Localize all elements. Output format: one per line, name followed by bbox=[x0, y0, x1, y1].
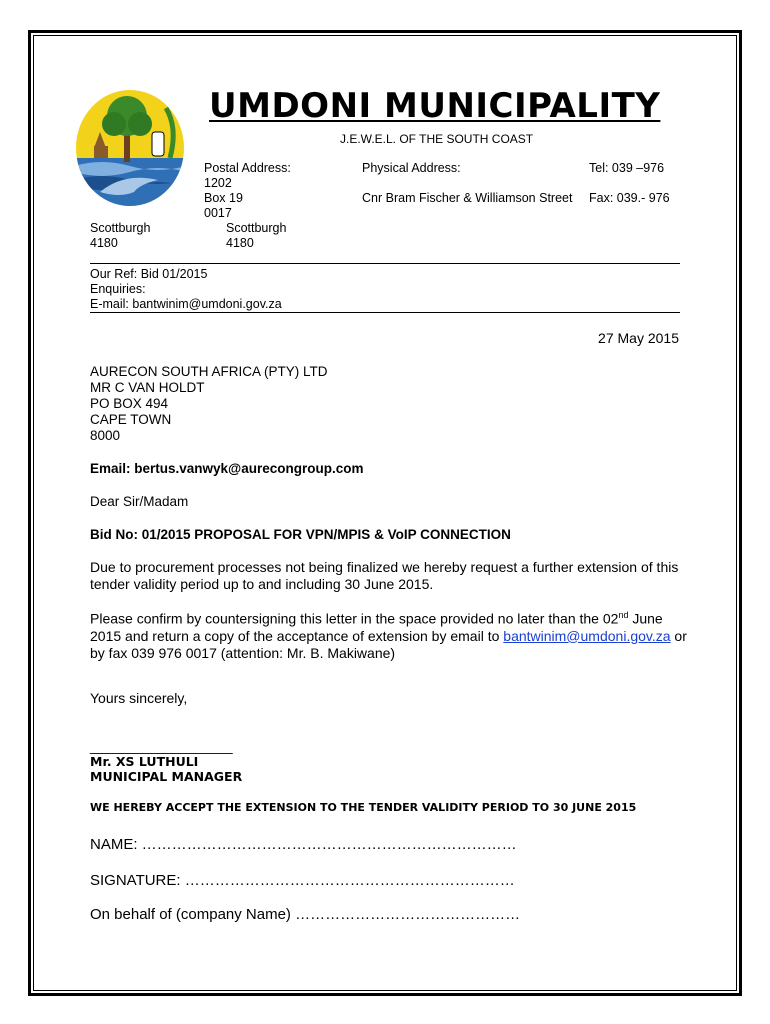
paragraph-confirmation-part1: Please confirm by countersigning this letter in the space provided no later than the 02 bbox=[90, 610, 619, 627]
postal-address-label: Postal Address: bbox=[204, 161, 291, 175]
closing: Yours sincerely, bbox=[90, 690, 188, 706]
name-field[interactable]: NAME: ………………………………………………………………… bbox=[90, 836, 517, 853]
telephone: Tel: 039 –976 bbox=[589, 161, 665, 175]
ordinal-suffix: nd bbox=[618, 610, 629, 620]
header-divider-top bbox=[90, 263, 680, 264]
recipient-line-4: CAPE TOWN bbox=[90, 412, 172, 427]
municipality-motto: J.E.W.E.L. OF THE SOUTH COAST bbox=[340, 132, 534, 146]
paragraph-confirmation bbox=[90, 607, 690, 662]
code-left: 4180 bbox=[90, 236, 118, 250]
postal-line-3: 0017 bbox=[204, 206, 232, 220]
recipient-email: Email: bertus.vanwyk@aurecongroup.com bbox=[90, 461, 364, 476]
fax: Fax: 039.- 976 bbox=[589, 191, 670, 205]
header-divider-bottom bbox=[90, 312, 680, 313]
salutation: Dear Sir/Madam bbox=[90, 494, 189, 509]
municipality-title: UMDONI MUNICIPALITY bbox=[209, 86, 661, 126]
letter-subject: Bid No: 01/2015 PROPOSAL FOR VPN/MPIS & VoIP CONNECTION bbox=[90, 527, 511, 542]
code-right: 4180 bbox=[226, 236, 254, 250]
recipient-line-3: PO BOX 494 bbox=[90, 396, 169, 411]
recipient-line-5: 8000 bbox=[90, 428, 121, 443]
paragraph-confirmation-part3: or by fax 039 976 0017 (attention: Mr. B. Makiwane) bbox=[90, 627, 687, 661]
letter-date: 27 May 2015 bbox=[598, 330, 679, 346]
our-reference: Our Ref: Bid 01/2015 bbox=[90, 267, 208, 281]
town-right: Scottburgh bbox=[226, 221, 287, 235]
paragraph-confirmation-part2: June 2015 and return a copy of the acceptance of extension by email to bbox=[90, 610, 663, 644]
recipient-line-2: MR C VAN HOLDT bbox=[90, 380, 205, 395]
postal-line-2: Box 19 bbox=[204, 191, 243, 205]
town-left: Scottburgh bbox=[90, 221, 151, 235]
company-name-field[interactable]: On behalf of (company Name) ……………………………………… bbox=[90, 906, 521, 923]
signature-field[interactable]: SIGNATURE: ………………………………………………………… bbox=[90, 872, 515, 889]
recipient-line-1: AURECON SOUTH AFRICA (PTY) LTD bbox=[90, 364, 328, 379]
postal-line-1: 1202 bbox=[204, 176, 232, 190]
acceptance-statement: WE HEREBY ACCEPT THE EXTENSION TO THE TENDER VALIDITY PERIOD TO 30 JUNE 2015 bbox=[90, 801, 637, 814]
signature-line: ___________________ bbox=[90, 739, 233, 754]
reference-email: E-mail: bantwinim@umdoni.gov.za bbox=[90, 297, 282, 311]
paragraph-extension-request: Due to procurement processes not being finalized we hereby request a further extension of this tender validity period up to and including 30 June 2015. bbox=[90, 559, 679, 592]
signatory-name: Mr. XS LUTHULI bbox=[90, 754, 199, 769]
signatory-title: MUNICIPAL MANAGER bbox=[90, 769, 243, 784]
physical-address-street: Cnr Bram Fischer & Williamson Street bbox=[362, 191, 573, 205]
municipality-logo bbox=[74, 88, 186, 208]
email-link[interactable]: bantwinim@umdoni.gov.za bbox=[503, 627, 671, 644]
physical-address-label: Physical Address: bbox=[362, 161, 461, 175]
enquiries: Enquiries: bbox=[90, 282, 146, 296]
